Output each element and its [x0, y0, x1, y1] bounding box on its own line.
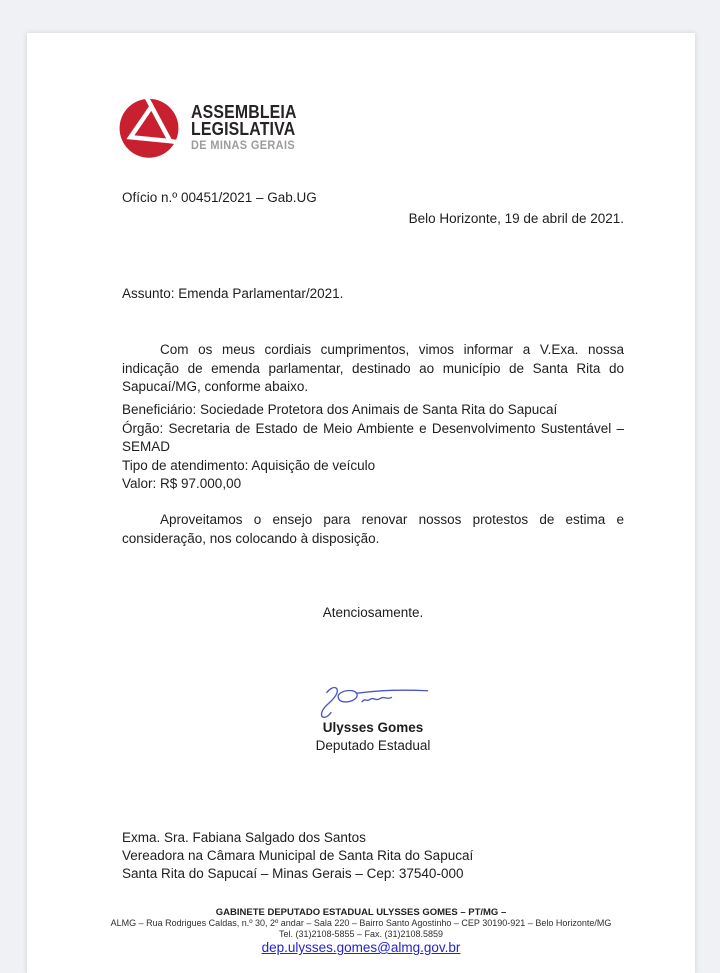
- oficio-number: Ofício n.º 00451/2021 – Gab.UG: [122, 190, 317, 205]
- footer-block: [27, 907, 695, 940]
- detail-valor: Valor: R$ 97.000,00: [122, 476, 242, 491]
- footer-email-row: [27, 939, 695, 957]
- almg-logo: [117, 95, 311, 159]
- details-block: [122, 401, 624, 494]
- letter-page: [27, 33, 695, 973]
- date-line: Belo Horizonte, 19 de abril de 2021.: [408, 211, 624, 226]
- signatory-title: Deputado Estadual: [315, 738, 431, 753]
- signature-handwriting: [122, 679, 624, 721]
- footer-phone-line: Tel. (31)2108-5855 – Fax. (31)2108.5859: [278, 929, 444, 939]
- recipient-city: Santa Rita do Sapucaí – Minas Gerais – Cep: 37540-000: [122, 866, 464, 881]
- signature-scribble-icon: [298, 679, 448, 721]
- footer-email-link[interactable]: dep.ulysses.gomes@almg.gov.br: [261, 940, 461, 955]
- footer-office-line: GABINETE DEPUTADO ESTADUAL ULYSSES GOMES – PT/MG –: [215, 907, 507, 918]
- signatory-name: Ulysses Gomes: [322, 720, 424, 735]
- recipient-role: Vereadora na Câmara Municipal de Santa Rita do Sapucaí: [122, 848, 474, 863]
- detail-orgao: Órgão: Secretaria de Estado de Meio Ambiente e Desenvolvimento Sustentável – SEMAD: [122, 420, 624, 454]
- body-paragraph-1: Com os meus cordiais cumprimentos, vimos informar a V.Exa. nossa indicação de emenda parlamentar, destinado ao município de Santa Rita do Sapucaí/MG, conforme abaixo.: [122, 342, 624, 394]
- almg-logo-icon: [117, 95, 181, 159]
- logo-line-3: DE MINAS GERAIS: [191, 140, 296, 152]
- subject-line: Assunto: Emenda Parlamentar/2021.: [122, 286, 344, 301]
- footer-address-line: ALMG – Rua Rodrigues Caldas, n.º 30, 2º andar – Sala 220 – Bairro Santo Agostinho – CEP 30190-921 – Belo Horizonte/MG: [110, 918, 612, 928]
- recipient-name: Exma. Sra. Fabiana Salgado dos Santos: [122, 830, 366, 845]
- detail-beneficiario: Beneficiário: Sociedade Protetora dos Animais de Santa Rita do Sapucaí: [122, 402, 558, 417]
- almg-logo-text: [191, 95, 311, 153]
- closing-salutation: Atenciosamente.: [322, 605, 424, 620]
- logo-line-2: LEGISLATIVA: [191, 119, 296, 139]
- body-paragraph-2: Aproveitamos o ensejo para renovar nossos protestos de estima e consideração, nos colocando à disposição.: [122, 512, 624, 546]
- logo-line-1: ASSEMBLEIA: [191, 102, 297, 122]
- recipient-block: [122, 829, 662, 883]
- detail-tipo-atendimento: Tipo de atendimento: Aquisição de veículo: [122, 457, 376, 473]
